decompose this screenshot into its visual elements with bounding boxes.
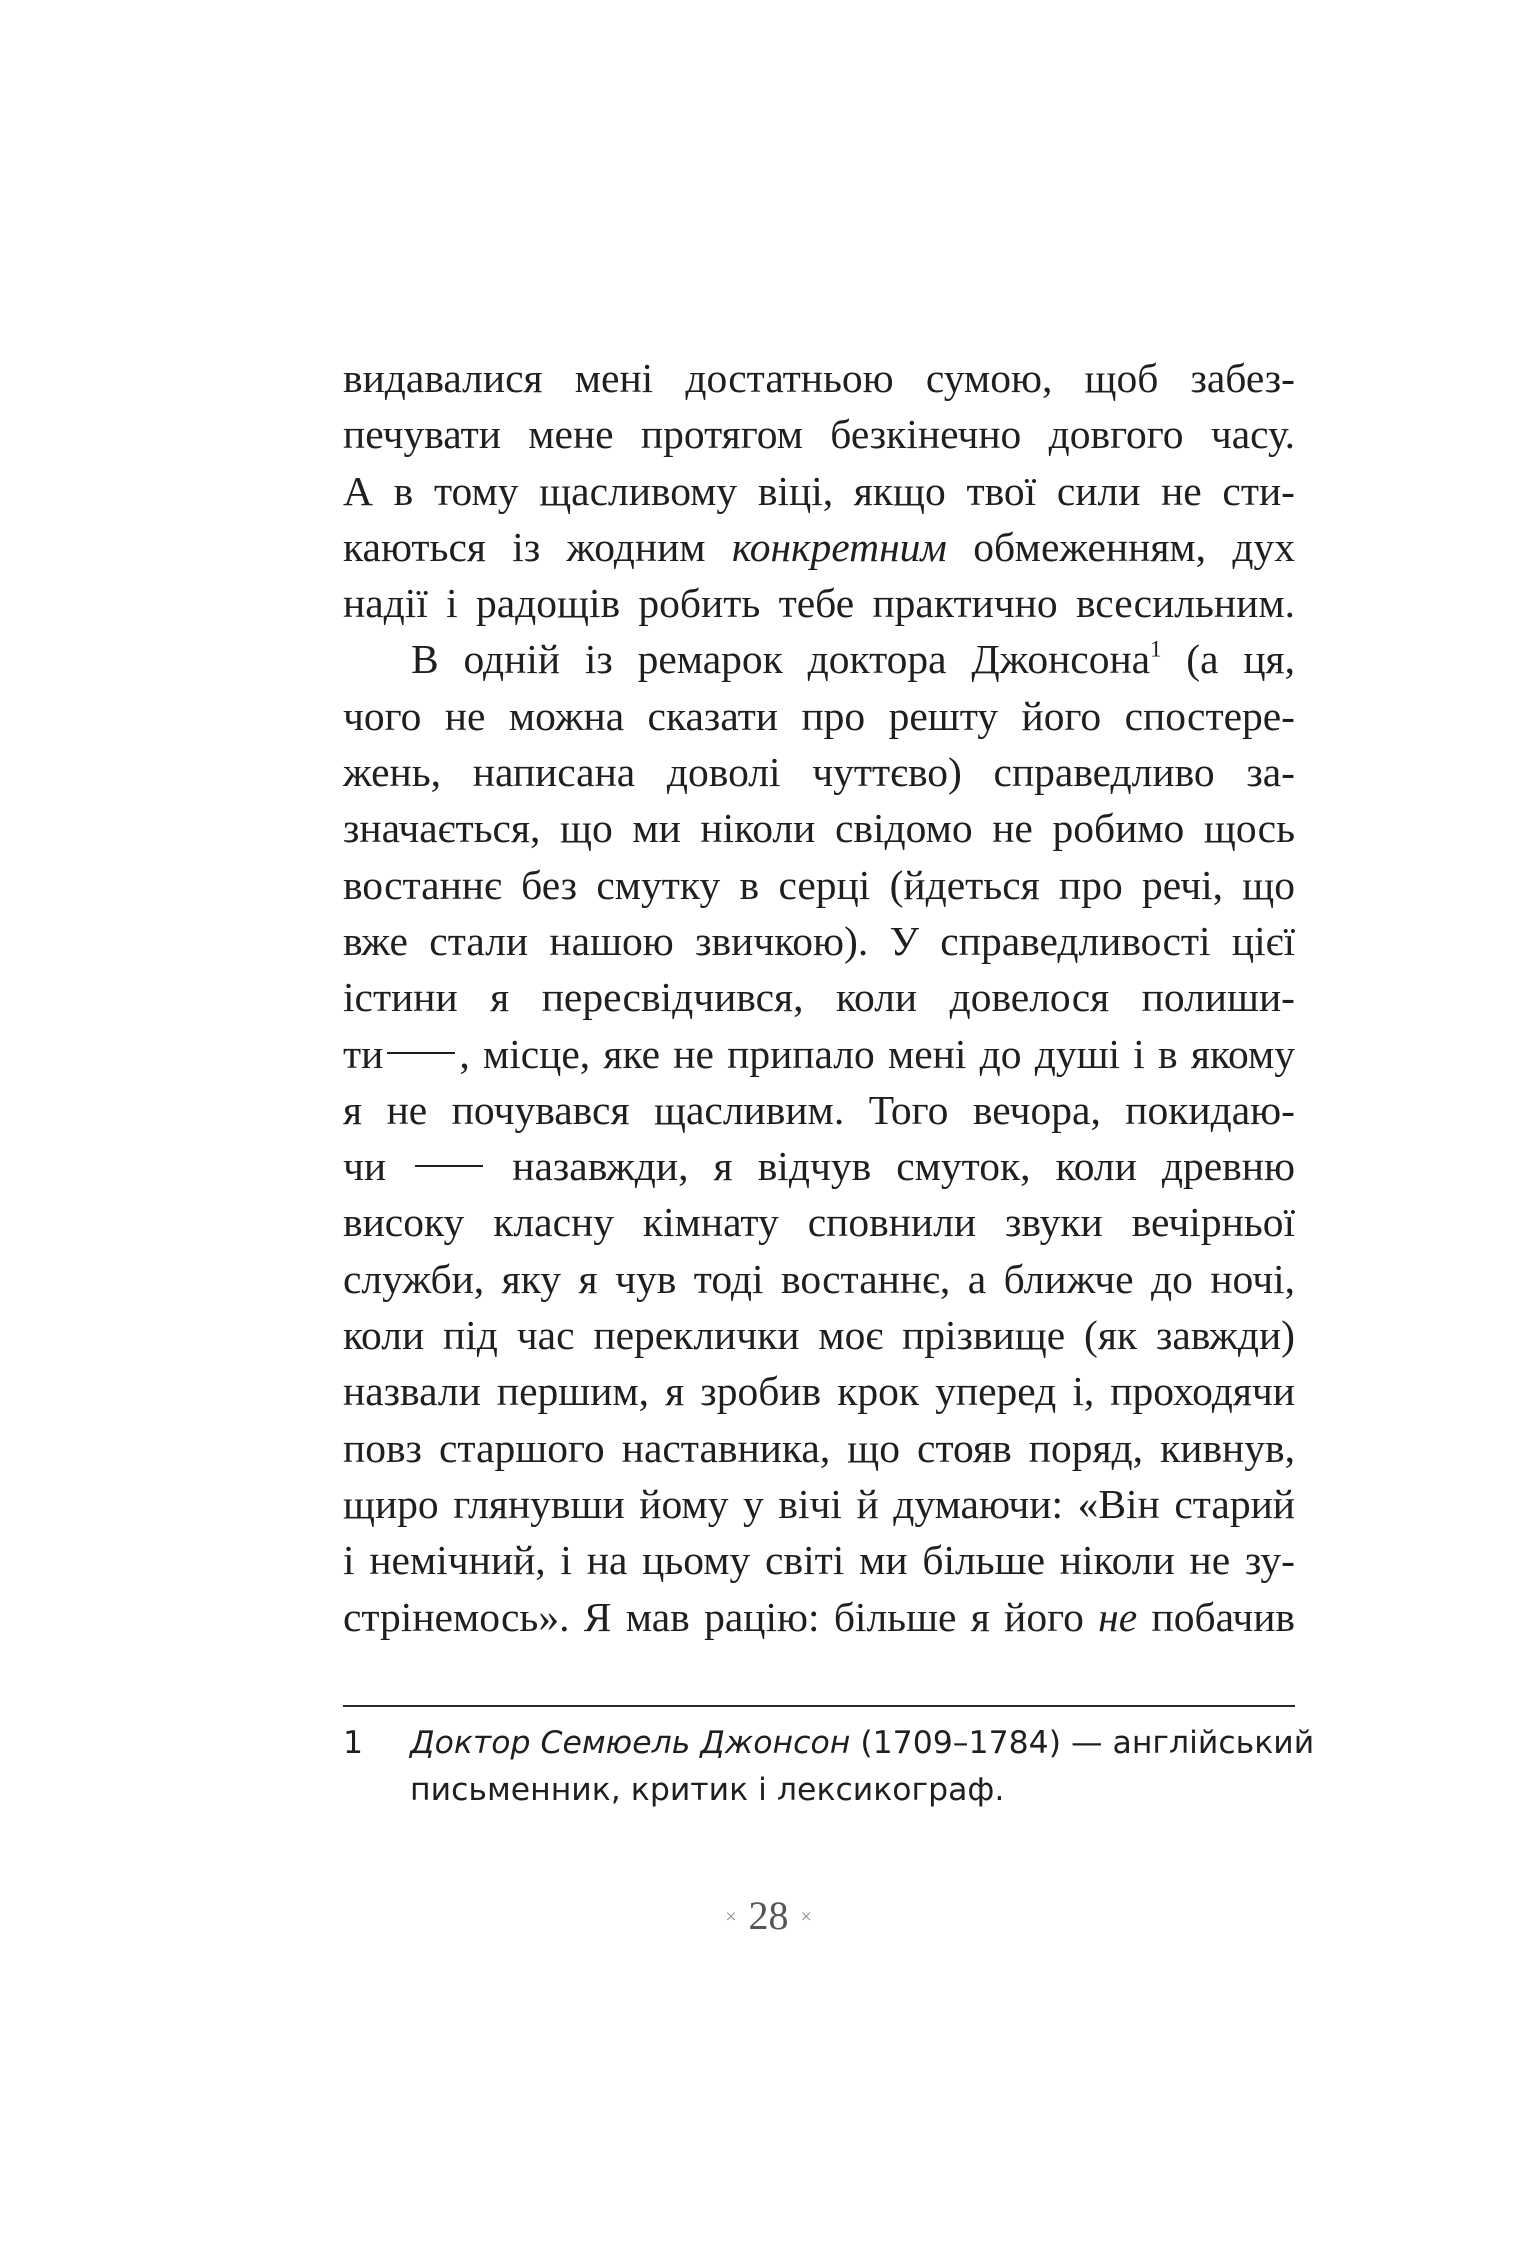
text-segment: щиро глянувши йому у вічі й думаючи: «Він старий: [343, 1480, 1295, 1527]
text-segment: печувати мене протягом безкінечно довгого часу.: [343, 411, 1295, 458]
ornament-left-icon: ×: [725, 1906, 737, 1929]
text-segment: ти: [343, 1030, 384, 1077]
text-line: [343, 463, 1295, 519]
text-segment: назавжди, я відчув смуток, коли древню: [487, 1143, 1295, 1190]
redacted-blank: [415, 1165, 483, 1167]
text-segment: і немічний, і на цьому світі ми більше ніколи не зу-: [343, 1537, 1295, 1584]
text-line: [343, 1138, 1295, 1194]
footnote-name: Доктор Семюель Джонсон: [410, 1725, 851, 1761]
emphasis-text: не: [1098, 1593, 1138, 1640]
text-line: [343, 1251, 1295, 1307]
footnote-line: [410, 1767, 1295, 1814]
text-line: [343, 857, 1295, 913]
text-segment: В одній із ремарок доктора Джонсона: [411, 636, 1151, 683]
text-line: [343, 406, 1295, 462]
text-line: [343, 575, 1295, 631]
text-line: [343, 1363, 1295, 1419]
text-segment: каються із жодним: [343, 523, 732, 570]
text-segment: я не почувався щасливим. Того вечора, покидаю-: [343, 1086, 1295, 1133]
text-line: [343, 519, 1295, 575]
text-segment: назвали першим, я зробив крок уперед і, проходячи: [343, 1368, 1295, 1415]
text-segment: коли під час переклички моє прізвище (як завжди): [343, 1312, 1295, 1359]
text-line: [343, 1307, 1295, 1363]
text-line: [343, 1026, 1295, 1082]
text-segment: чого не можна сказати про решту його спостере-: [343, 692, 1295, 739]
text-line: [343, 1082, 1295, 1138]
text-line: [343, 688, 1295, 744]
text-segment: високу класну кімнату сповнили звуки вечірньої: [343, 1199, 1295, 1246]
emphasis-text: конкретним: [731, 523, 947, 570]
text-line: [343, 744, 1295, 800]
text-segment: побачив: [1137, 1593, 1295, 1640]
footnote-segment: письменник, критик і лексикограф.: [410, 1772, 1005, 1808]
text-segment: вже стали нашою звичкою). У справедливості цієї: [343, 917, 1295, 964]
footnote-text: [410, 1720, 1315, 1814]
text-line: [343, 350, 1295, 406]
text-segment: , місце, яке не припало мені до душі і в якому: [459, 1030, 1295, 1077]
text-segment: востаннє без смутку в серці (йдеться про речі, що: [343, 861, 1295, 908]
text-segment: служби, яку я чув тоді востаннє, а ближче до ночі,: [343, 1255, 1295, 1302]
text-segment: значається, що ми ніколи свідомо не робимо щось: [343, 805, 1295, 852]
text-segment: обмеженням, дух: [946, 523, 1295, 570]
footnote-separator: [343, 1705, 1295, 1707]
footnote-number: 1: [343, 1725, 364, 1761]
text-segment: жень, написана доволі чуттєво) справедливо за-: [343, 749, 1295, 796]
text-line: [343, 800, 1295, 856]
text-segment: надії і радощів робить тебе практично всесильним.: [343, 580, 1295, 627]
redacted-blank: [387, 1052, 455, 1054]
text-line: [343, 1476, 1295, 1532]
text-line: [343, 1420, 1295, 1476]
footnote-line: [410, 1720, 1315, 1767]
text-line: [343, 913, 1295, 969]
text-segment: стрінемось». Я мав рацію: більше я його: [343, 1593, 1099, 1640]
page-number-value: 28: [748, 1893, 789, 1938]
text-line: [343, 969, 1295, 1025]
text-line: [343, 1532, 1295, 1588]
ornament-right-icon: ×: [800, 1906, 812, 1929]
page-number: [0, 1888, 1537, 1945]
text-segment: чи: [343, 1143, 412, 1190]
text-segment: істини я пересвідчився, коли довелося полиши-: [343, 974, 1295, 1021]
footnote-reference: 1: [1150, 637, 1162, 663]
body-text: [343, 350, 1295, 1645]
text-segment: повз старшого наставника, що стояв поряд, кивнув,: [343, 1424, 1295, 1471]
text-line: [343, 1589, 1295, 1645]
text-segment: видавалися мені достатньою сумою, щоб забез-: [343, 355, 1295, 401]
text-segment: (а ця,: [1161, 636, 1295, 683]
footnote: [343, 1720, 1315, 1814]
text-segment: А в тому щасливому віці, якщо твої сили не сти-: [343, 467, 1295, 514]
text-line: [343, 1194, 1295, 1250]
footnote-segment: (1709–1784) — англійський: [850, 1725, 1315, 1761]
text-line: [343, 631, 1295, 687]
